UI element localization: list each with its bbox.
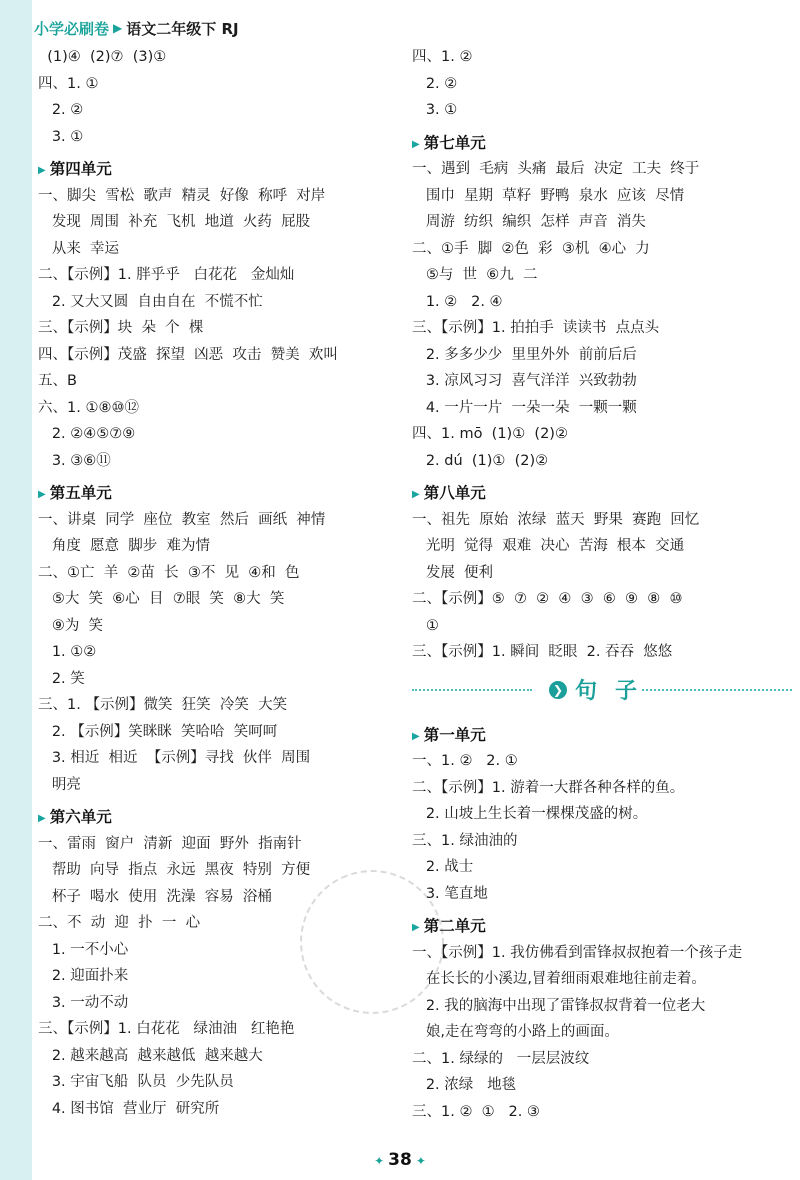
answer-line: 2. 山坡上生长着一棵棵茂盛的树。: [412, 806, 648, 822]
answer-line: 2. 又大又圆 自由自在 不慌不忙: [38, 293, 263, 310]
triangle-icon: ▶: [38, 489, 46, 500]
answer-line: 二、【示例】1. 游着一大群各种各样的鱼。: [412, 779, 685, 796]
answer-line: 发展 便利: [412, 564, 494, 581]
answer-line: (1)④ (2)⑦ (3)①: [38, 49, 167, 65]
answer-line: 3. ③⑥⑪: [38, 452, 111, 469]
answer-line: 四、1. mō (1)① (2)②: [412, 426, 568, 442]
answer-line: 角度 愿意 脚步 难为情: [38, 538, 210, 554]
answer-line: 2. 越来越高 越来越低 越来越大: [38, 1047, 263, 1064]
decorative-side-strip: [0, 0, 32, 1180]
answer-line: 三、【示例】1. 白花花 绿油油 红艳艳: [38, 1021, 295, 1037]
chevron-circle-icon: ❯: [549, 681, 567, 699]
left-column: [38, 44, 388, 1122]
answer-line: 三、1. 【示例】微笑 狂笑 冷笑 大笑: [38, 697, 288, 713]
answer-line: 2. ②④⑤⑦⑨: [38, 426, 136, 442]
page-number: ✦ 38 ✦: [374, 1150, 426, 1170]
unit-heading: ▶ 第七单元: [412, 133, 486, 152]
answer-line: ⑤与 世 ⑥九 二: [412, 267, 538, 283]
answer-line: 一、讲桌 同学 座位 教室 然后 画纸 神情: [38, 511, 326, 528]
answer-line: 一、1. ② 2. ①: [412, 753, 518, 769]
triangle-icon: ▶: [412, 730, 420, 742]
answer-line: 2. 【示例】笑眯眯 笑哈哈 笑呵呵: [38, 723, 278, 740]
answer-line: 二、【示例】⑤ ⑦ ② ④ ③ ⑥ ⑨ ⑧ ⑩: [412, 591, 683, 607]
answer-line: 2. 迎面扑来: [38, 968, 129, 984]
answer-line: 2. 战士: [412, 859, 474, 875]
answer-line: 四、1. ②: [412, 49, 473, 65]
answer-line: 二、【示例】1. 胖乎乎 白花花 金灿灿: [38, 267, 295, 283]
answer-line: 3. 宇宙飞船 队员 少先队员: [38, 1074, 234, 1090]
answer-line: ①: [412, 617, 439, 634]
answer-line: 三、1. 绿油油的: [412, 832, 518, 849]
series-name: 小学必刷卷: [34, 19, 110, 38]
answer-line: ⑨为 笑: [38, 617, 104, 634]
answer-line: ⑤大 笑 ⑥心 目 ⑦眼 笑 ⑧大 笑: [38, 591, 285, 607]
triangle-icon: ▶: [412, 138, 420, 150]
unit-heading: ▶ 第一单元: [412, 725, 486, 744]
answer-line: 2. ②: [38, 102, 84, 118]
answer-line: 1. ② 2. ④: [412, 293, 503, 310]
answer-line: 光明 觉得 艰难 决心 苦海 根本 交通: [412, 538, 685, 554]
answer-line: 4. 图书馆 营业厅 研究所: [38, 1100, 220, 1117]
answer-line: 一、雷雨 窗户 清新 迎面 野外 指南针: [38, 835, 302, 852]
answer-line: 2. 笑: [38, 670, 85, 687]
right-column: [412, 44, 792, 1125]
answer-line: 3. ①: [412, 102, 458, 118]
dotted-rule-right: [642, 689, 792, 691]
triangle-icon: ▶: [113, 21, 123, 35]
answer-line: 娘,走在弯弯的小路上的画面。: [412, 1024, 619, 1040]
answer-line: 4. 一片一片 一朵一朵 一颗一颗: [412, 399, 637, 416]
answer-line: 一、遇到 毛病 头痛 最后 决定 工夫 终于: [412, 161, 700, 177]
answer-line: 五、B: [38, 373, 77, 389]
section-divider: [412, 670, 792, 710]
answer-line: 帮助 向导 指点 永远 黑夜 特别 方便: [38, 862, 311, 878]
answer-line: 1. 一不小心: [38, 941, 129, 958]
triangle-icon: ▶: [38, 813, 46, 824]
answer-line: 三、【示例】1. 拍拍手 读读书 点点头: [412, 320, 660, 336]
answer-line: 周游 纺织 编织 怎样 声音 消失: [412, 214, 646, 230]
answer-line: 2. ②: [412, 75, 458, 92]
answer-line: 二、不 动 迎 扑 一 心: [38, 915, 201, 931]
answer-line: 从来 幸运: [38, 240, 120, 257]
answer-line: 一、【示例】1. 我仿佛看到雷锋叔叔抱着一个孩子走: [412, 944, 743, 961]
answer-line: 围巾 星期 草籽 野鸭 泉水 应该 尽情: [412, 187, 685, 204]
unit-heading: ▶ 第六单元: [38, 808, 112, 826]
book-title: 语文二年级下 RJ: [126, 19, 239, 38]
triangle-icon: ▶: [412, 489, 420, 500]
answer-line: 明亮: [38, 776, 81, 793]
unit-heading: ▶ 第八单元: [412, 484, 486, 502]
answer-line: 杯子 喝水 使用 洗澡 容易 浴桶: [38, 888, 272, 905]
triangle-icon: ▶: [38, 165, 46, 176]
answer-line: 一、祖先 原始 浓绿 蓝天 野果 赛跑 回忆: [412, 511, 700, 528]
answer-line: 3. 一动不动: [38, 994, 129, 1011]
sparkle-icon: ✦: [415, 1154, 426, 1168]
answer-line: 三、【示例】1. 瞬间 眨眼 2. 吞吞 悠悠: [412, 644, 673, 660]
page-header: [34, 14, 239, 42]
sparkle-icon: ✦: [374, 1154, 385, 1168]
answer-line: 1. ①②: [38, 644, 97, 660]
answer-line: 2. dú (1)① (2)②: [412, 452, 549, 469]
answer-line: 二、1. 绿绿的 一层层波纹: [412, 1050, 590, 1067]
answer-line: 3. 相近 相近 【示例】寻找 伙伴 周围: [38, 750, 311, 766]
answer-line: 一、脚尖 雪松 歌声 精灵 好像 称呼 对岸: [38, 187, 326, 204]
answer-line: 2. 多多少少 里里外外 前前后后: [412, 346, 637, 363]
unit-heading: ▶ 第四单元: [38, 160, 112, 178]
answer-line: 在长长的小溪边,冒着细雨艰难地往前走着。: [412, 971, 706, 987]
answer-line: 2. 我的脑海中出现了雷锋叔叔背着一位老大: [412, 997, 706, 1014]
answer-line: 发现 周围 补充 飞机 地道 火药 屁股: [38, 214, 311, 230]
answer-line: 2. 浓绿 地毯: [412, 1077, 517, 1093]
section-title: 句子: [574, 679, 655, 704]
answer-line: 四、【示例】茂盛 探望 凶恶 攻击 赞美 欢叫: [38, 346, 338, 363]
answer-line: 二、①手 脚 ②色 彩 ③机 ④心 力: [412, 240, 650, 257]
triangle-icon: ▶: [412, 922, 420, 933]
dotted-rule-left: [412, 689, 532, 691]
answer-line: 四、1. ①: [38, 75, 99, 92]
answer-line: 三、1. ② ① 2. ③: [412, 1103, 540, 1120]
answer-line: 二、①亡 羊 ②苗 长 ③不 见 ④和 色: [38, 564, 300, 581]
answer-line: 三、【示例】块 朵 个 棵: [38, 320, 204, 336]
answer-line: 六、1. ①⑧⑩⑫: [38, 399, 139, 416]
answer-line: 3. 凉风习习 喜气洋洋 兴致勃勃: [412, 373, 637, 389]
answer-line: 3. ①: [38, 128, 84, 145]
unit-heading: ▶ 第五单元: [38, 484, 112, 502]
unit-heading: ▶ 第二单元: [412, 917, 486, 935]
answer-line: 3. 笔直地: [412, 885, 488, 902]
